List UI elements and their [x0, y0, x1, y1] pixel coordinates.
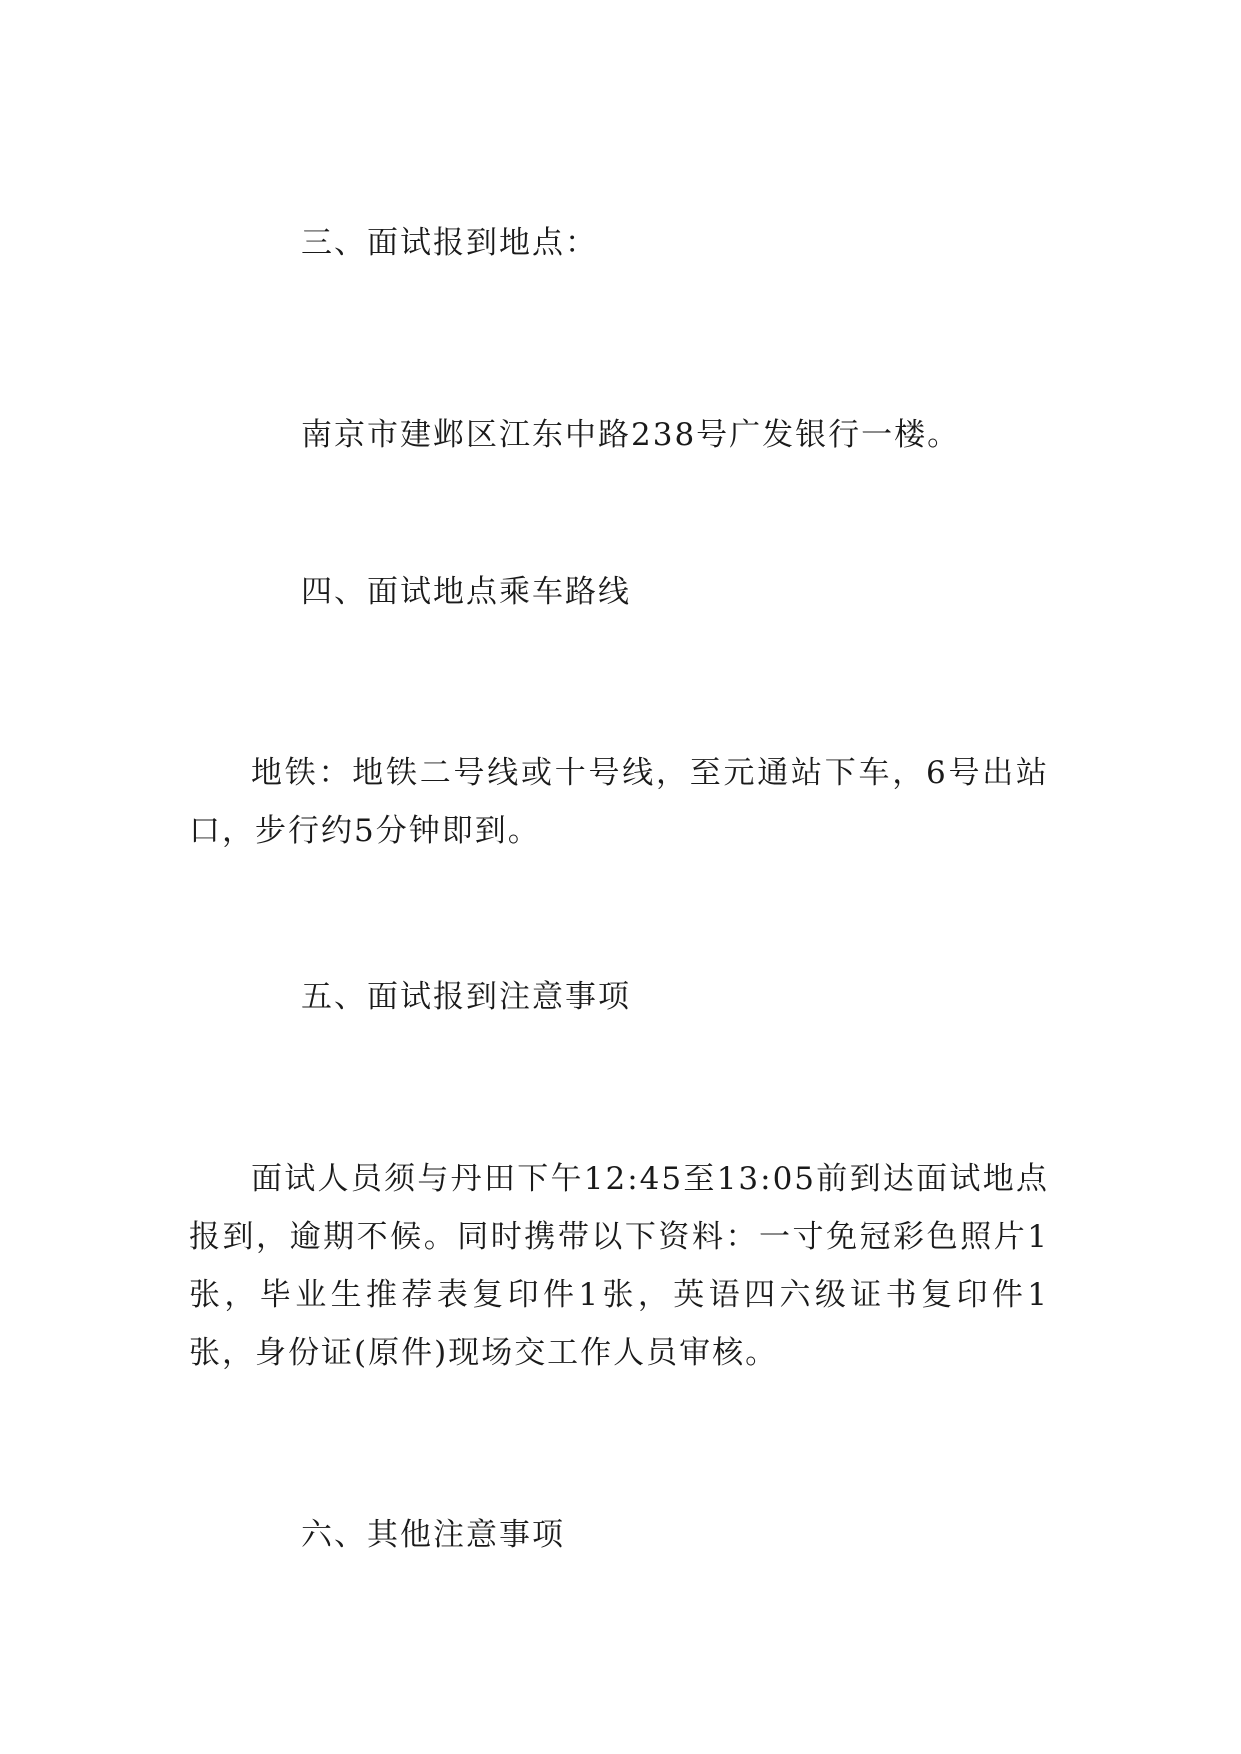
section-4-heading: 四、面试地点乘车路线	[301, 574, 631, 610]
section-6-heading: 六、其他注意事项	[301, 1517, 565, 1553]
section-5-body: 面试人员须与丹田下午12:45至13:05前到达面试地点报到，逾期不候。同时携带以下资料：一寸免冠彩色照片1张，毕业生推荐表复印件1张，英语四六级证书复印件1张，身份证(原件)现场交工作人员审核。	[189, 1161, 1049, 1371]
section-5-heading: 五、面试报到注意事项	[301, 979, 631, 1015]
section-4-subway-route: 地铁：地铁二号线或十号线，至元通站下车，6号出站口，步行约5分钟即到。	[189, 755, 1049, 849]
section-3-address: 南京市建邺区江东中路238号广发银行一楼。	[301, 417, 961, 453]
section-3-heading: 三、面试报到地点：	[301, 225, 598, 261]
